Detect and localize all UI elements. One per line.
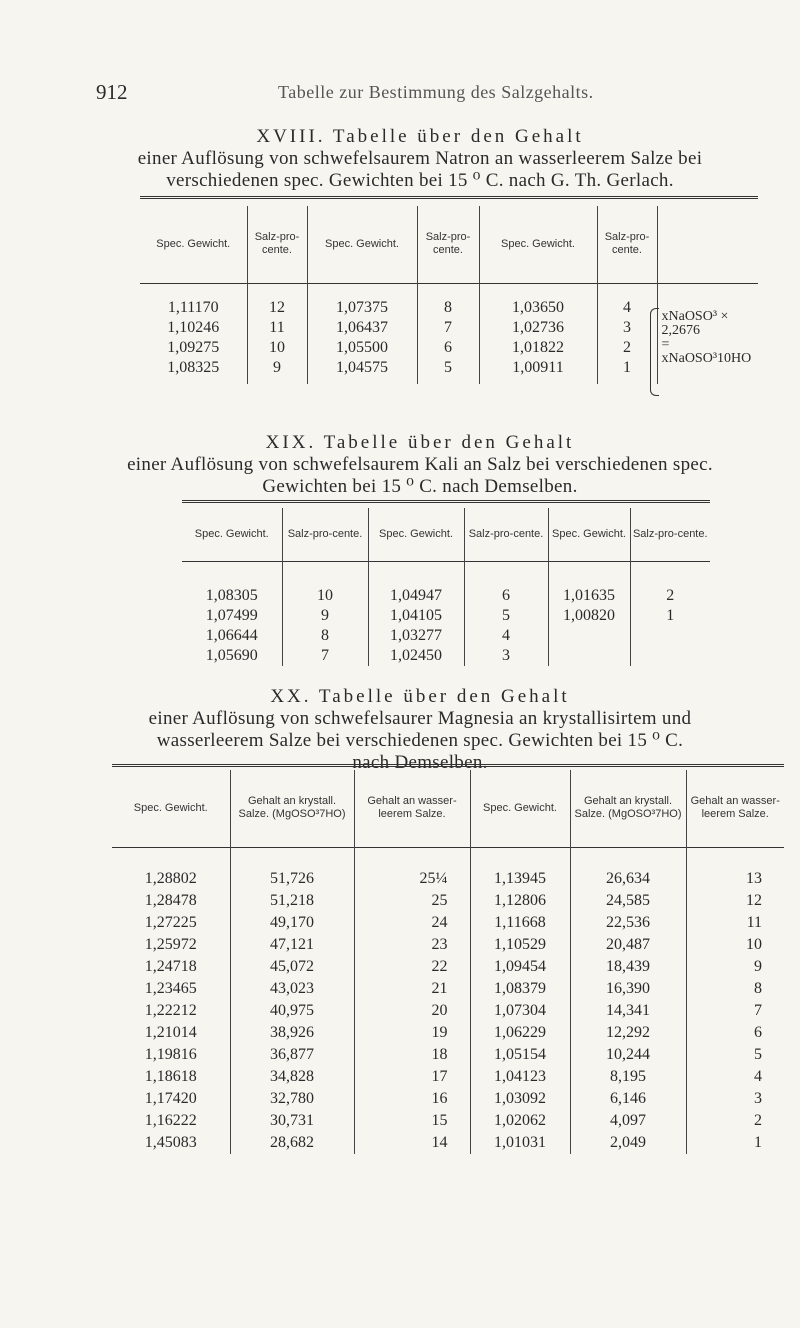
title-line: einer Auflösung von schwefelsaurem Natron an wasserleerem Salze bei [137, 148, 703, 169]
cell: 24 [354, 912, 470, 934]
cell: 6 [754, 1023, 762, 1041]
cell: 51,726 [230, 868, 354, 890]
cell: 11 [746, 913, 762, 931]
cell: 4 [464, 626, 548, 646]
table-row [112, 1044, 784, 1066]
header-cell: Spec. Gewicht. [140, 206, 247, 284]
cell: 21 [354, 978, 470, 1000]
cell: 38,926 [230, 1022, 354, 1044]
cell: 3 [464, 646, 548, 666]
title-line: XIX. Tabelle über den Gehalt [265, 432, 575, 453]
cell: 1 [666, 606, 675, 624]
table-row [112, 1110, 784, 1132]
cell: 1,04575 [307, 358, 417, 378]
cell: 8 [282, 626, 368, 646]
cell: 25¼ [354, 868, 470, 890]
cell: 10 [247, 338, 307, 358]
cell: 1,01635 [548, 586, 630, 606]
table-row [140, 298, 758, 318]
header-cell: Gehalt an krystall. Salze. (MgOSO³7HO) [570, 770, 686, 848]
table-row [112, 1000, 784, 1022]
page-header [96, 74, 756, 108]
table-18-title [80, 126, 760, 192]
cell: 3 [597, 318, 657, 338]
cell: 47,121 [230, 934, 354, 956]
cell [630, 646, 710, 666]
header-cell: Salz-pro-cente. [464, 508, 548, 562]
cell: 10 [282, 586, 368, 606]
cell: 1,03277 [368, 626, 464, 646]
cell: 16 [354, 1088, 470, 1110]
cell: 1,04105 [368, 606, 464, 626]
cell: 34,828 [230, 1066, 354, 1088]
cell: 4 [597, 298, 657, 318]
cell: 1,04947 [368, 586, 464, 606]
table-row [112, 890, 784, 912]
cell: 1,07304 [470, 1000, 570, 1022]
cell: 22 [354, 956, 470, 978]
cell: 6,146 [570, 1088, 686, 1110]
header-cell: Spec. Gewicht. [182, 508, 282, 562]
header-cell: Salz-pro-cente. [597, 206, 657, 284]
cell: 5 [417, 358, 479, 378]
table-row [112, 956, 784, 978]
cell: 6 [417, 338, 479, 358]
cell: 1,24718 [112, 956, 230, 978]
header-cell: Salz-pro-cente. [417, 206, 479, 284]
cell: 1,01822 [479, 338, 597, 358]
cell: 20,487 [570, 934, 686, 956]
cell: 14 [354, 1132, 470, 1154]
page-number: 912 [96, 80, 128, 104]
table-row [112, 912, 784, 934]
cell: 1,05500 [307, 338, 417, 358]
header-cell: Spec. Gewicht. [548, 508, 630, 562]
cell: 3 [754, 1089, 762, 1107]
cell: 1,01031 [470, 1132, 570, 1154]
cell: 1,06644 [182, 626, 282, 646]
table-row [112, 868, 784, 890]
table-row [112, 978, 784, 1000]
cell: 11 [247, 318, 307, 338]
cell: 1,00911 [479, 358, 597, 378]
cell: 28,682 [230, 1132, 354, 1154]
cell: 1,03092 [470, 1088, 570, 1110]
cell: 1,19816 [112, 1044, 230, 1066]
title-line: einer Auflösung von schwefelsaurer Magnesia an krystallisirtem und [148, 708, 692, 729]
cell [548, 646, 630, 666]
title-line: verschiedenen spec. Gewichten bei 15 ⁰ C. nach G. Th. Gerlach. [166, 170, 674, 191]
cell: 1,04123 [470, 1066, 570, 1088]
cell: 12 [247, 298, 307, 318]
header-cell: Salz-pro-cente. [282, 508, 368, 562]
cell: 51,218 [230, 890, 354, 912]
header-cell: Spec. Gewicht. [307, 206, 417, 284]
cell: 8 [417, 298, 479, 318]
cell: 7 [754, 1001, 762, 1019]
table-row [112, 1088, 784, 1110]
title-line: XX. Tabelle über den Gehalt [270, 686, 570, 707]
header-cell: Salz-pro-cente. [632, 527, 708, 540]
cell: 25 [354, 890, 470, 912]
cell: 1,02062 [470, 1110, 570, 1132]
cell: 19 [354, 1022, 470, 1044]
cell: 45,072 [230, 956, 354, 978]
cell: 1,08305 [182, 586, 282, 606]
cell: 2 [597, 338, 657, 358]
cell: 12 [746, 891, 762, 909]
table-row [182, 626, 710, 646]
table-20-body [112, 868, 784, 1154]
header-cell: Spec. Gewicht. [112, 770, 230, 848]
title-line: nach Demselben. [352, 752, 488, 773]
cell: 14,341 [570, 1000, 686, 1022]
header-cell: Spec. Gewicht. [470, 770, 570, 848]
header-cell: Gehalt an wasser-leerem Salze. [690, 795, 780, 821]
cell: 2 [754, 1111, 762, 1129]
header-cell: Salz-pro-cente. [247, 206, 307, 284]
cell: 6 [464, 586, 548, 606]
cell: 1,05690 [182, 646, 282, 666]
cell: 40,975 [230, 1000, 354, 1022]
title-line: Gewichten bei 15 ⁰ C. nach Demselben. [262, 476, 578, 497]
cell: 1,16222 [112, 1110, 230, 1132]
cell: 1,02450 [368, 646, 464, 666]
cell: 8 [754, 979, 762, 997]
cell: 9 [754, 957, 762, 975]
cell: 43,023 [230, 978, 354, 1000]
title-line: einer Auflösung von schwefelsaurem Kali an Salz bei verschiedenen spec. [127, 454, 713, 475]
cell: 12,292 [570, 1022, 686, 1044]
title-line: XVIII. Tabelle über den Gehalt [256, 126, 584, 147]
cell: 20 [354, 1000, 470, 1022]
cell: 18 [354, 1044, 470, 1066]
cell: 16,390 [570, 978, 686, 1000]
conversion-note [658, 310, 759, 366]
cell: 1,06437 [307, 318, 417, 338]
title-line: wasserleerem Salze bei verschiedenen spec. Gewichten bei 15 ⁰ C. [156, 730, 684, 751]
cell: 7 [282, 646, 368, 666]
table-20-title [80, 686, 760, 774]
cell: 18,439 [570, 956, 686, 978]
table-row [182, 586, 710, 606]
cell: 23 [354, 934, 470, 956]
cell: 49,170 [230, 912, 354, 934]
cell: 4,097 [570, 1110, 686, 1132]
cell: 1,09275 [140, 338, 247, 358]
table-row [112, 1022, 784, 1044]
cell: 22,536 [570, 912, 686, 934]
cell: 1,03650 [479, 298, 597, 318]
cell: 5 [754, 1045, 762, 1063]
header-cell: Gehalt an wasser-leerem Salze. [354, 770, 470, 848]
cell: 1,28802 [112, 868, 230, 890]
cell: 1,00820 [548, 606, 630, 626]
table-19 [182, 500, 710, 666]
cell: 1,21014 [112, 1022, 230, 1044]
cell: 1 [597, 358, 657, 378]
cell: 1,02736 [479, 318, 597, 338]
cell: 24,585 [570, 890, 686, 912]
cell: 1,09454 [470, 956, 570, 978]
cell: 1,06229 [470, 1022, 570, 1044]
cell: 1,12806 [470, 890, 570, 912]
cell: 9 [247, 358, 307, 378]
cell: 30,731 [230, 1110, 354, 1132]
cell: 2 [666, 586, 675, 604]
cell: 8,195 [570, 1066, 686, 1088]
cell: 1,07499 [182, 606, 282, 626]
cell: 1,08325 [140, 358, 247, 378]
cell: 1,11668 [470, 912, 570, 934]
table-row [182, 646, 710, 666]
cell: 26,634 [570, 868, 686, 890]
running-title: Tabelle zur Bestimmung des Salzgehalts. [278, 82, 594, 102]
note-line: = xNaOSO³10HO [661, 336, 752, 366]
cell: 7 [417, 318, 479, 338]
cell: 1,07375 [307, 298, 417, 318]
header-cell: Spec. Gewicht. [368, 508, 464, 562]
cell: 1,11170 [140, 298, 247, 318]
table-row [112, 934, 784, 956]
header-cell: Gehalt an krystall. Salze. (MgOSO³7HO) [230, 770, 354, 848]
table-row [182, 606, 710, 626]
cell: 17 [354, 1066, 470, 1088]
cell: 9 [282, 606, 368, 626]
table-row [112, 1132, 784, 1154]
cell: 2,049 [570, 1132, 686, 1154]
cell: 5 [464, 606, 548, 626]
note-line: xNaOSO³ × 2,2676 [661, 308, 729, 338]
cell: 1,18618 [112, 1066, 230, 1088]
cell [630, 626, 710, 646]
cell: 1,10246 [140, 318, 247, 338]
cell: 1,13945 [470, 868, 570, 890]
cell: 4 [754, 1067, 762, 1085]
cell: 1,17420 [112, 1088, 230, 1110]
cell [548, 626, 630, 646]
brace [650, 308, 659, 396]
cell: 1,25972 [112, 934, 230, 956]
table-20 [112, 764, 784, 1154]
cell: 1,23465 [112, 978, 230, 1000]
cell: 1,28478 [112, 890, 230, 912]
cell: 1,08379 [470, 978, 570, 1000]
cell: 10 [746, 935, 762, 953]
cell: 1,22212 [112, 1000, 230, 1022]
cell: 1,45083 [112, 1132, 230, 1154]
cell: 1,10529 [470, 934, 570, 956]
cell: 1 [754, 1133, 762, 1151]
cell: 32,780 [230, 1088, 354, 1110]
cell: 15 [354, 1110, 470, 1132]
cell: 13 [746, 869, 762, 887]
header-cell: Spec. Gewicht. [479, 206, 597, 284]
table-row [112, 1066, 784, 1088]
table-18 [140, 196, 758, 384]
cell: 10,244 [570, 1044, 686, 1066]
cell: 36,877 [230, 1044, 354, 1066]
table-19-title [80, 432, 760, 498]
cell: 1,05154 [470, 1044, 570, 1066]
cell: 1,27225 [112, 912, 230, 934]
